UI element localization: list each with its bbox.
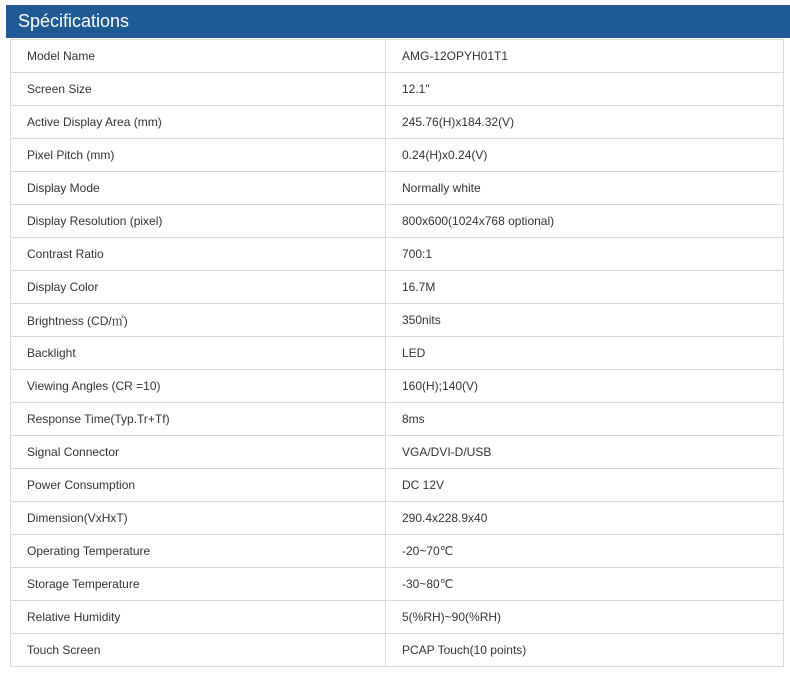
spec-label: Pixel Pitch (mm)	[11, 139, 386, 172]
spec-label: Signal Connector	[11, 436, 386, 469]
spec-value: 12.1"	[386, 73, 784, 106]
spec-value: 16.7M	[386, 271, 784, 304]
spec-label: Screen Size	[11, 73, 386, 106]
spec-label: Display Color	[11, 271, 386, 304]
spec-value: 800x600(1024x768 optional)	[386, 205, 784, 238]
specifications-table	[10, 39, 784, 667]
table-row	[11, 403, 784, 436]
table-row	[11, 337, 784, 370]
spec-label: Power Consumption	[11, 469, 386, 502]
spec-value: 8ms	[386, 403, 784, 436]
spec-label: Relative Humidity	[11, 601, 386, 634]
spec-label: Display Mode	[11, 172, 386, 205]
spec-label: Operating Temperature	[11, 535, 386, 568]
spec-value: 0.24(H)x0.24(V)	[386, 139, 784, 172]
spec-value: -30~80℃	[386, 568, 784, 601]
table-row	[11, 139, 784, 172]
spec-label: Viewing Angles (CR =10)	[11, 370, 386, 403]
table-row	[11, 205, 784, 238]
table-row	[11, 568, 784, 601]
table-row	[11, 40, 784, 73]
spec-value: 5(%RH)~90(%RH)	[386, 601, 784, 634]
specifications-panel	[6, 5, 790, 38]
spec-label: Active Display Area (mm)	[11, 106, 386, 139]
spec-value: PCAP Touch(10 points)	[386, 634, 784, 667]
spec-label: Model Name	[11, 40, 386, 73]
spec-value: 700:1	[386, 238, 784, 271]
table-row	[11, 73, 784, 106]
spec-label: Backlight	[11, 337, 386, 370]
spec-value: Normally white	[386, 172, 784, 205]
table-row	[11, 304, 784, 337]
table-row	[11, 271, 784, 304]
table-row	[11, 535, 784, 568]
spec-label: Response Time(Typ.Tr+Tf)	[11, 403, 386, 436]
spec-value: VGA/DVI-D/USB	[386, 436, 784, 469]
spec-value: LED	[386, 337, 784, 370]
table-row	[11, 238, 784, 271]
table-row	[11, 106, 784, 139]
spec-value: -20~70℃	[386, 535, 784, 568]
table-row	[11, 502, 784, 535]
spec-value: 245.76(H)x184.32(V)	[386, 106, 784, 139]
spec-label: Storage Temperature	[11, 568, 386, 601]
spec-value: 350nits	[386, 304, 784, 337]
table-row	[11, 469, 784, 502]
spec-label: Brightness (CD/㎡)	[11, 304, 386, 337]
table-row	[11, 172, 784, 205]
spec-value: 160(H);140(V)	[386, 370, 784, 403]
spec-label: Dimension(VxHxT)	[11, 502, 386, 535]
specifications-header: Spécifications	[6, 5, 790, 38]
spec-label: Contrast Ratio	[11, 238, 386, 271]
spec-label: Display Resolution (pixel)	[11, 205, 386, 238]
spec-label: Touch Screen	[11, 634, 386, 667]
table-row	[11, 601, 784, 634]
table-row	[11, 370, 784, 403]
table-row	[11, 634, 784, 667]
spec-value: DC 12V	[386, 469, 784, 502]
spec-value: AMG-12OPYH01T1	[386, 40, 784, 73]
spec-value: 290.4x228.9x40	[386, 502, 784, 535]
table-row	[11, 436, 784, 469]
